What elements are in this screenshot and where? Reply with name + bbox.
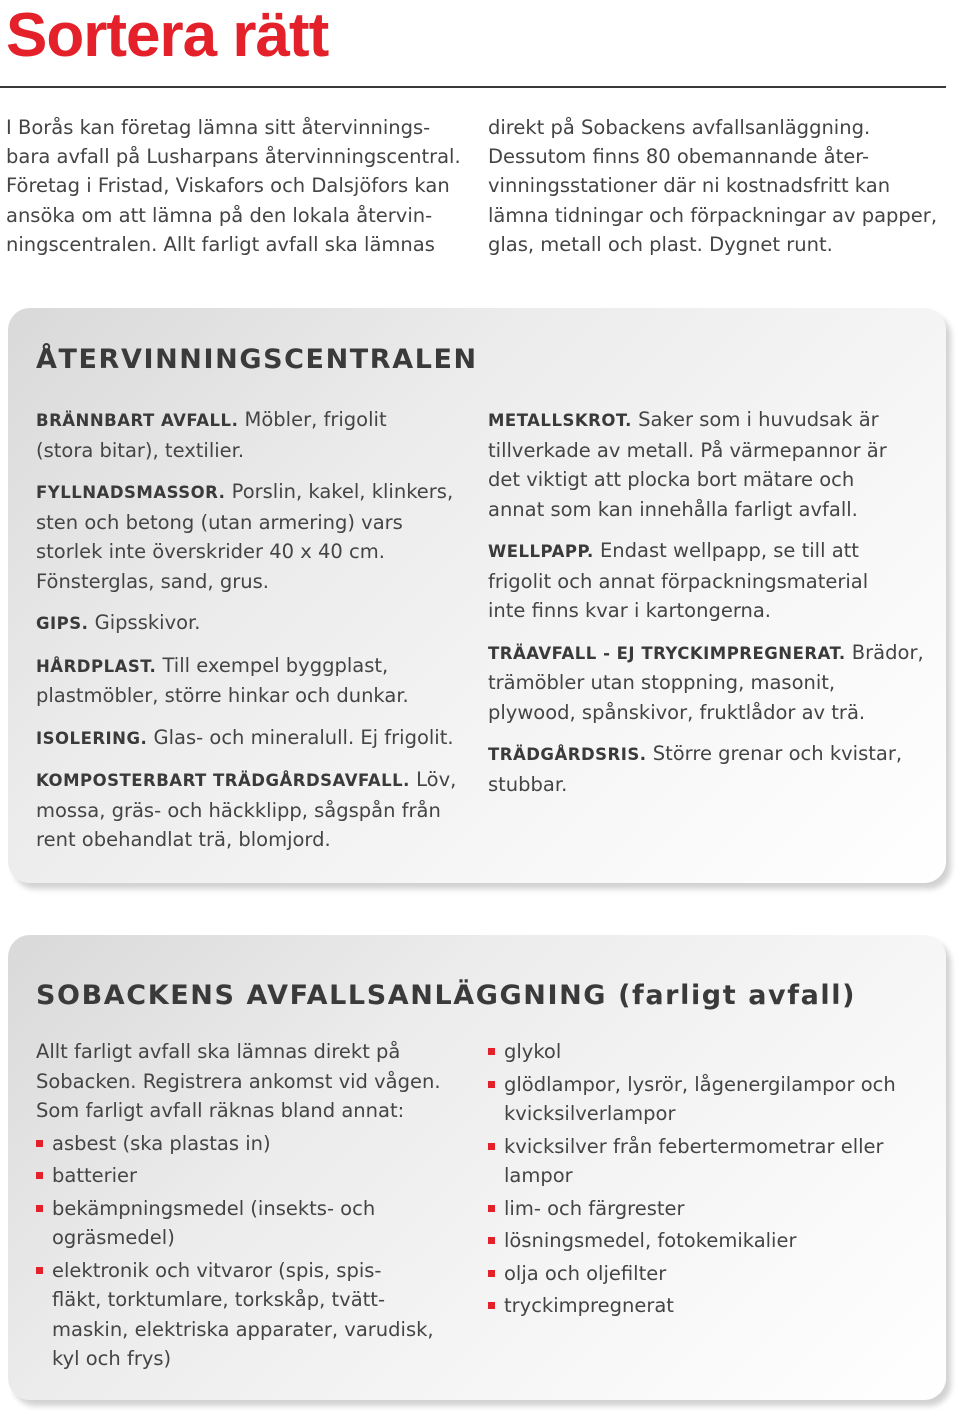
category-entry — [36, 651, 476, 711]
bullet-square-icon — [488, 1205, 495, 1212]
category-entry — [36, 608, 476, 639]
intro-line: lämna tidningar och förpackningar av papper, — [488, 203, 938, 227]
category-label: BRÄNNBART AVFALL. — [36, 411, 239, 430]
intro-line: ningscentralen. Allt farligt avfall ska lämnas — [6, 232, 435, 256]
category-text: sten och betong (utan armering) vars — [36, 510, 403, 534]
category-label: KOMPOSTERBART TRÄDGÅRDSAVFALL. — [36, 771, 410, 790]
sobacken-intro-line: Som farligt avfall räknas bland annat: — [36, 1099, 405, 1122]
category-text: Till exempel byggplast, — [156, 653, 389, 677]
list-item-text: glödlampor, lysrör, lågenergilampor och — [504, 1072, 896, 1096]
category-text: plastmöbler, större hinkar och dunkar. — [36, 684, 409, 707]
bullet-square-icon — [488, 1237, 495, 1244]
sobacken-left-column — [36, 1037, 476, 1377]
intro-line: glas, metall och plast. Dygnet runt. — [488, 232, 833, 256]
category-text: annat som kan innehålla farligt avfall. — [488, 497, 858, 521]
category-text: (stora bitar), textilier. — [36, 438, 245, 462]
list-item-text: lim- och färgrester — [504, 1196, 685, 1220]
category-entry — [488, 405, 928, 524]
atervinningscentralen-heading: ÅTERVINNINGSCENTRALEN — [36, 344, 478, 375]
list-item-text: lösningsmedel, fotokemikalier — [504, 1229, 797, 1252]
sobacken-right-column — [488, 1037, 928, 1324]
bullet-square-icon — [36, 1172, 43, 1179]
category-label: ISOLERING. — [36, 728, 148, 748]
category-text: storlek inte överskrider 40 x 40 cm. — [36, 540, 385, 563]
category-text: Möbler, frigolit — [238, 408, 387, 431]
category-text: tillverkade av metall. På värmepannor är — [488, 438, 887, 462]
category-entry — [488, 739, 928, 799]
list-item — [488, 1291, 928, 1321]
bullet-square-icon — [36, 1205, 43, 1212]
intro-line: Företag i Fristad, Viskafors och Dalsjöfors kan — [6, 174, 450, 198]
atervinning-right-column — [488, 405, 928, 811]
sobacken-intro-line: Allt farligt avfall ska lämnas direkt på — [36, 1040, 401, 1063]
category-entry — [488, 638, 928, 728]
list-item-text: lampor — [504, 1164, 573, 1187]
list-item-text: tryckimpregnerat — [504, 1294, 674, 1317]
list-item — [36, 1194, 476, 1253]
sobacken-intro-line: Sobacken. Registrera ankomst vid vågen. — [36, 1069, 441, 1093]
category-label: TRÄAVFALL - EJ TRYCKIMPREGNERAT. — [488, 643, 846, 663]
list-item — [488, 1132, 928, 1191]
category-text: Löv, — [409, 768, 457, 791]
list-item — [36, 1129, 476, 1159]
category-text: Gipsskivor. — [88, 611, 201, 634]
category-label: TRÄDGÅRDSRIS. — [488, 745, 647, 764]
list-item — [488, 1070, 928, 1129]
title-divider — [0, 86, 946, 88]
category-text: trämöbler utan stoppning, masonit, — [488, 671, 836, 694]
category-entry — [36, 723, 476, 754]
bullet-square-icon — [488, 1270, 495, 1277]
bullet-square-icon — [488, 1143, 495, 1150]
bullet-square-icon — [488, 1081, 495, 1088]
list-item-text: kvicksilverlampor — [504, 1102, 676, 1125]
list-item-text: bekämpningsmedel (insekts- och — [52, 1196, 376, 1220]
list-item — [488, 1226, 928, 1256]
atervinning-left-column — [36, 405, 476, 867]
intro-line: ansöka om att lämna på den lokala återvin- — [6, 203, 433, 227]
list-item-text: batterier — [52, 1164, 138, 1187]
list-item-text: ogräsmedel) — [52, 1226, 175, 1249]
intro-line: direkt på Sobackens avfallsanläggning. — [488, 116, 871, 139]
list-item-text: olja och oljefilter — [504, 1261, 667, 1285]
category-text: stubbar. — [488, 772, 568, 796]
category-text: Porslin, kakel, klinkers, — [225, 480, 454, 503]
bullet-square-icon — [488, 1302, 495, 1309]
list-item-text: kvicksilver från febertermometrar eller — [504, 1134, 884, 1158]
intro-left-text — [6, 113, 466, 259]
category-label: HÅRDPLAST. — [36, 656, 157, 676]
category-entry — [36, 477, 476, 596]
list-item-text: asbest (ska plastas in) — [52, 1131, 271, 1155]
category-text: Brädor, — [845, 640, 924, 664]
category-text: Glas- och mineralull. Ej frigolit. — [147, 725, 454, 749]
list-item-text: fläkt, torktumlare, torkskåp, tvätt- — [52, 1288, 385, 1311]
page-title: Sortera rätt — [6, 1, 329, 70]
category-text: Större grenar och kvistar, — [646, 742, 903, 765]
bullet-square-icon — [36, 1140, 43, 1147]
category-label: GIPS. — [36, 614, 89, 633]
intro-line: Dessutom finns 80 obemannande åter- — [488, 145, 870, 169]
intro-line: bara avfall på Lusharpans återvinningscentral. — [6, 145, 461, 169]
intro-line: I Borås kan företag lämna sitt återvinnings- — [6, 116, 431, 139]
category-text: frigolit och annat förpackningsmaterial — [488, 569, 869, 593]
category-text: rent obehandlat trä, blomjord. — [36, 828, 331, 851]
category-label: METALLSKROT. — [488, 411, 632, 430]
category-label: WELLPAPP. — [488, 542, 594, 561]
list-item-text: kyl och frys) — [52, 1347, 172, 1370]
category-text: Fönsterglas, sand, grus. — [36, 569, 269, 593]
list-item-text: glykol — [504, 1040, 562, 1063]
list-item — [488, 1037, 928, 1067]
category-entry — [36, 405, 476, 465]
category-entry — [488, 536, 928, 626]
category-entry — [36, 765, 476, 855]
list-item — [488, 1194, 928, 1224]
list-item — [36, 1161, 476, 1191]
bullet-square-icon — [488, 1048, 495, 1055]
category-text: Endast wellpapp, se till att — [593, 539, 859, 562]
list-item-text: elektronik och vitvaror (spis, spis- — [52, 1258, 382, 1282]
hazardous-waste-list — [488, 1037, 928, 1321]
category-text: det viktigt att plocka bort mätare och — [488, 468, 855, 491]
list-item — [36, 1256, 476, 1374]
list-item — [488, 1259, 928, 1289]
category-text: Saker som i huvudsak är — [631, 408, 879, 431]
category-text: mossa, gräs- och häckklipp, sågspån från — [36, 798, 441, 822]
hazardous-waste-list — [36, 1129, 476, 1374]
list-item-text: maskin, elektriska apparater, varudisk, — [52, 1317, 434, 1341]
bullet-square-icon — [36, 1267, 43, 1274]
category-label: FYLLNADSMASSOR. — [36, 483, 226, 502]
sobacken-heading: SOBACKENS AVFALLSANLÄGGNING (farligt avfall) — [36, 980, 857, 1011]
intro-right-text — [488, 113, 948, 259]
category-text: inte finns kvar i kartongerna. — [488, 599, 771, 622]
category-text: plywood, spånskivor, fruktlådor av trä. — [488, 700, 866, 724]
intro-line: vinningsstationer där ni kostnadsfritt kan — [488, 174, 891, 198]
